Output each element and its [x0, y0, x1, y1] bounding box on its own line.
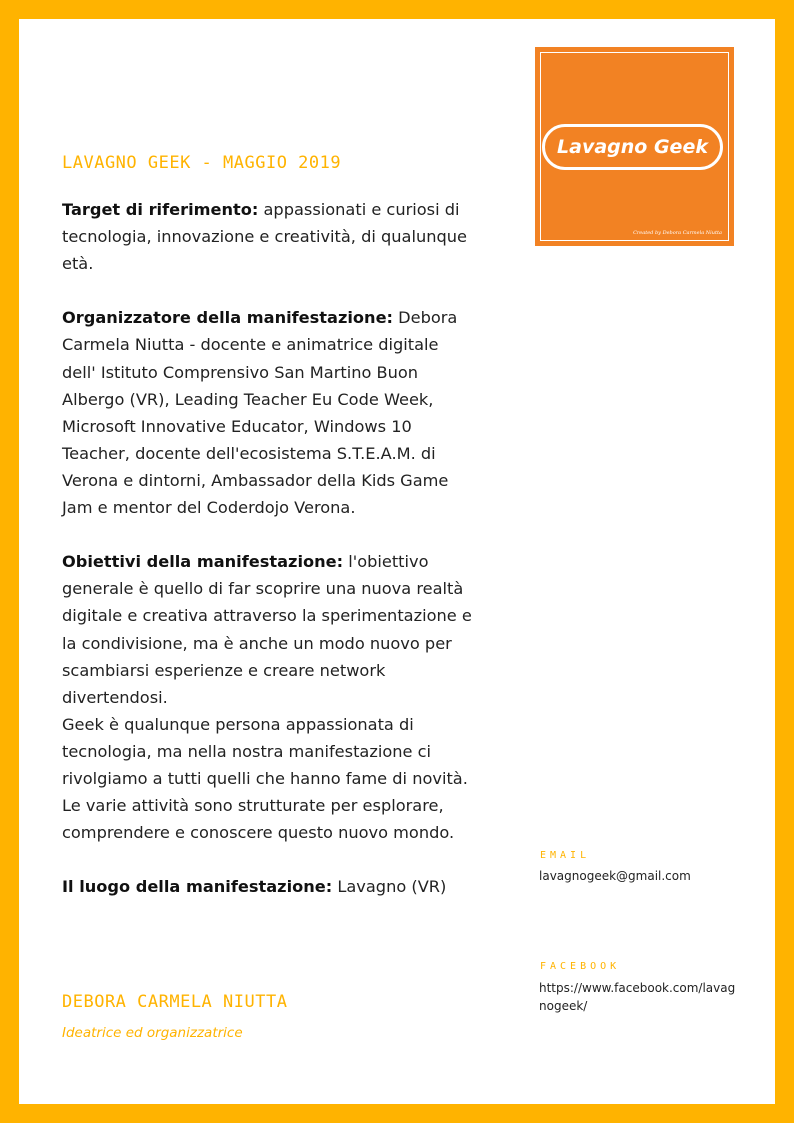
venue-label: Il luogo della manifestazione: — [62, 877, 333, 897]
organizer-text: Debora Carmela Niutta - docente e animatrice digitale dell' Istituto Comprensivo San Martino Buon Albergo (VR), Leading Teacher Eu Code Week, Microsoft Innovative Educator, Windows 10 Teacher, docente dell'ecosistema S.T.E.A.M. di Verona e dintorni, Ambassador della Kids Game Jam e mentor del Coderdojo Verona. — [62, 308, 458, 518]
venue-text: Lavagno (VR) — [332, 877, 447, 897]
author-role: Ideatrice ed organizzatrice — [62, 1025, 243, 1041]
objectives-paragraph-2: Geek è qualunque persona appassionata di tecnologia, ma nella nostra manifestazione ci rivolgiamo a tutti quelli che hanno fame di novità. Le varie attività sono strutturate per esplorare, comprendere e conoscere questo nuovo mondo. — [62, 714, 468, 843]
document-title: LAVAGNO GEEK - MAGGIO 2019 — [62, 153, 342, 173]
organizer-label: Organizzatore della manifestazione: — [62, 308, 394, 328]
organizer-paragraph — [62, 304, 472, 521]
objectives-paragraph — [62, 548, 472, 711]
facebook-link[interactable]: https://www.facebook.com/lavagnogeek/ — [539, 981, 736, 1013]
logo-badge — [542, 124, 723, 170]
logo-credit: Created by Debora Carmela Niutta — [633, 230, 722, 236]
author-name: DEBORA CARMELA NIUTTA — [62, 992, 288, 1012]
objectives-text: l'obiettivo generale è quello di far scoprire una nuova realtà digitale e creativa attraverso la sperimentazione e la condivisione, ma è anche un modo nuovo per scambiarsi esperienze e creare network divertendosi. — [62, 552, 472, 707]
target-text: appassionati e curiosi di tecnologia, innovazione e creatività, di qualunque età. — [62, 200, 467, 274]
objectives-label: Obiettivi della manifestazione: — [62, 552, 344, 572]
target-paragraph — [62, 196, 472, 277]
email-label: EMAIL — [540, 850, 591, 861]
document-body — [62, 196, 472, 900]
email-value[interactable]: lavagnogeek@gmail.com — [539, 869, 691, 883]
target-label: Target di riferimento: — [62, 200, 259, 219]
lavagno-geek-logo — [535, 47, 734, 246]
facebook-label: FACEBOOK — [540, 961, 621, 972]
logo-brand-text: Lavagno Geek — [557, 136, 708, 158]
venue-paragraph — [62, 873, 472, 900]
